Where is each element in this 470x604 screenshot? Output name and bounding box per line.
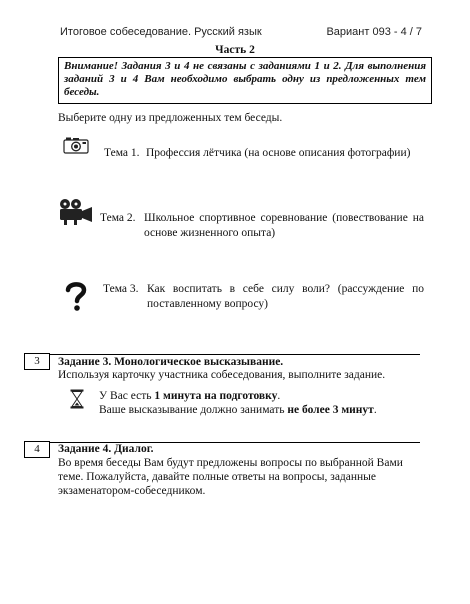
film-camera-icon xyxy=(56,198,96,231)
task-3-instruction: Используя карточку участника собеседования, выполните задание. xyxy=(58,369,386,381)
task-3-prep-time: У Вас есть 1 минута на подготовку. xyxy=(99,390,281,402)
task-3-title: Задание 3. Монологическое высказывание. xyxy=(58,356,284,368)
hourglass-icon xyxy=(70,389,84,414)
topic-1-number: Тема 1. xyxy=(104,147,140,159)
topic-2-text: Школьное спортивное соревнование (повествование на основе жизненного опыта) xyxy=(144,212,424,239)
topic-2[interactable] xyxy=(100,211,424,243)
camera-icon xyxy=(63,136,89,159)
prep-time-value: 1 минута на подготовку xyxy=(154,390,278,402)
task-4-title: Задание 4. Диалог. xyxy=(58,443,154,455)
topics-intro: Выберите одну из предложенных тем беседы. xyxy=(58,112,283,124)
topic-1[interactable] xyxy=(104,146,424,162)
question-mark-icon xyxy=(64,280,88,317)
speak-time-value: не более 3 минут xyxy=(287,404,374,416)
task-4-number-box: 4 xyxy=(24,441,50,458)
part-title: Часть 2 xyxy=(215,44,255,56)
topic-3[interactable] xyxy=(103,282,424,314)
topic-1-text: Профессия лётчика (на основе описания фотографии) xyxy=(146,147,411,159)
task-3-number-box: 3 xyxy=(24,353,50,370)
header-title: Итоговое собеседование. Русский язык xyxy=(60,26,262,38)
topic-2-number: Тема 2. xyxy=(100,212,136,224)
header-variant: Вариант 093 - 4 / 7 xyxy=(326,26,422,38)
task-4-text: Во время беседы Вам будут предложены вопросы по выбранной Вами теме. Пожалуйста, давайте полные ответы на вопросы, заданные экзаменатором-собеседником. xyxy=(58,457,403,497)
task-3-speak-time: Ваше высказывание должно занимать не более 3 минут. xyxy=(99,404,377,416)
warning-box: Внимание! Задания 3 и 4 не связаны с заданиями 1 и 2. Для выполнения заданий 3 и 4 Вам необходимо выбрать одну из предложенных тем беседы. xyxy=(58,57,432,104)
topic-3-text: Как воспитать в себе силу воли? (рассуждение по поставленному вопросу) xyxy=(147,283,424,310)
topic-3-number: Тема 3. xyxy=(103,283,139,295)
